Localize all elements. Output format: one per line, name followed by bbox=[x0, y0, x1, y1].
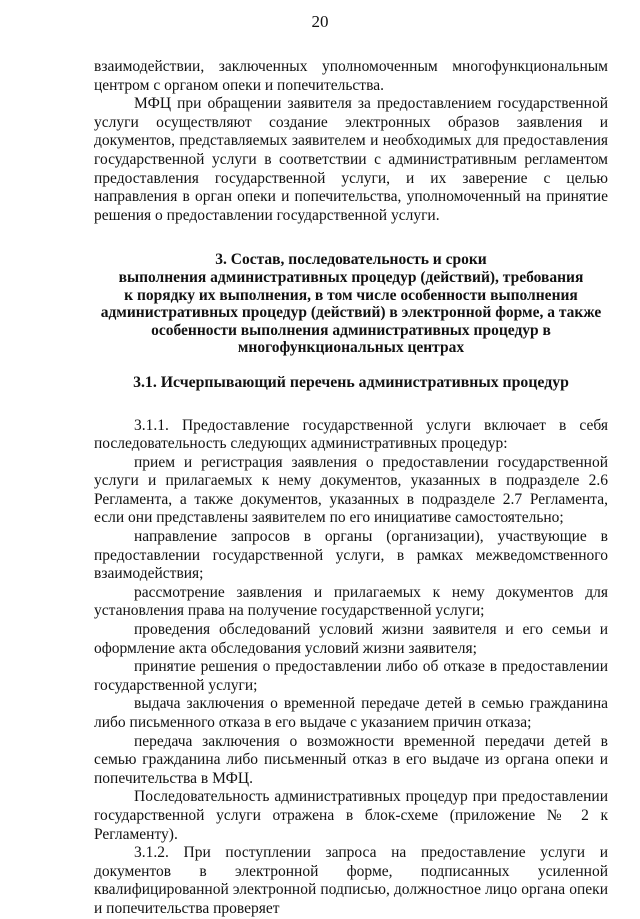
list-item: рассмотрение заявления и прилагаемых к нему документов для установления права на получение государственной услуги; bbox=[94, 583, 608, 620]
list-item: прием и регистрация заявления о предоставлении государственной услуги и прилагаемых к нему документов, указанных в подразделе 2.6 Регламента, а также документов, указанных в подразделе 2.7 Регламента, если они представлены заявителем по его инициативе самостоятельно; bbox=[94, 453, 608, 527]
section-title-line: особенности выполнения административных процедур в bbox=[151, 321, 551, 339]
paragraph: взаимодействии, заключенных уполномоченным многофункциональным центром с органом опеки и попечительства. bbox=[94, 58, 608, 94]
section-title bbox=[94, 251, 608, 357]
document-body bbox=[94, 58, 608, 919]
subsection-title: 3.1. Исчерпывающий перечень административных процедур bbox=[133, 373, 569, 391]
list-item: выдача заключения о временной передаче детей в семью гражданина либо письменного отказа в его выдаче с указанием причин отказа; bbox=[94, 695, 608, 731]
list-item: проведения обследований условий жизни заявителя и его семьи и оформление акта обследования условий жизни заявителя; bbox=[94, 621, 608, 657]
section-title-line: многофункциональных центрах bbox=[237, 339, 465, 357]
section-title-line: административных процедур (действий) в электронной форме, а также bbox=[100, 304, 602, 322]
list-item: передача заключения о возможности временной передачи детей в семью гражданина либо письменный отказ в его выдаче из органа опеки и попечительства в МФЦ. bbox=[94, 732, 608, 787]
page-number: 20 bbox=[311, 12, 329, 31]
paragraph: МФЦ при обращении заявителя за предоставлением государственной услуги осуществляют создание электронных образов заявления и документов, представляемых заявителем и необходимых для предоставления государственной услуги в соответствии с административным регламентом предоставления государственной услуги, и их заверение с целью направления в орган опеки и попечительства, уполномоченный на принятие решения о предоставлении государственной услуги. bbox=[94, 95, 608, 224]
list-item: направление запросов в органы (организации), участвующие в предоставлении государственной услуги, в рамках межведомственного взаимодействия; bbox=[94, 528, 608, 583]
section-title-line: выполнения административных процедур (действий), требования bbox=[118, 268, 584, 286]
section-title-line: к порядку их выполнения, в том числе особенности выполнения bbox=[124, 286, 578, 304]
paragraph: Последовательность административных процедур при предоставлении государственной услуги отражена в блок-схеме (приложение № 2 к Регламенту). bbox=[94, 788, 608, 843]
section-title-line: 3. Состав, последовательность и сроки bbox=[215, 251, 487, 269]
list-item: принятие решения о предоставлении либо об отказе в предоставлении государственной услуги; bbox=[94, 658, 608, 694]
paragraph: 3.1.1. Предоставление государственной услуги включает в себя последовательность следующих административных процедур: bbox=[94, 416, 608, 453]
paragraph: 3.1.2. При поступлении запроса на предоставление услуги и документов в электронной форме, подписанных усиленной квалифицированной электронной подписью, должностное лицо органа опеки и попечительства проверяет bbox=[94, 844, 608, 917]
